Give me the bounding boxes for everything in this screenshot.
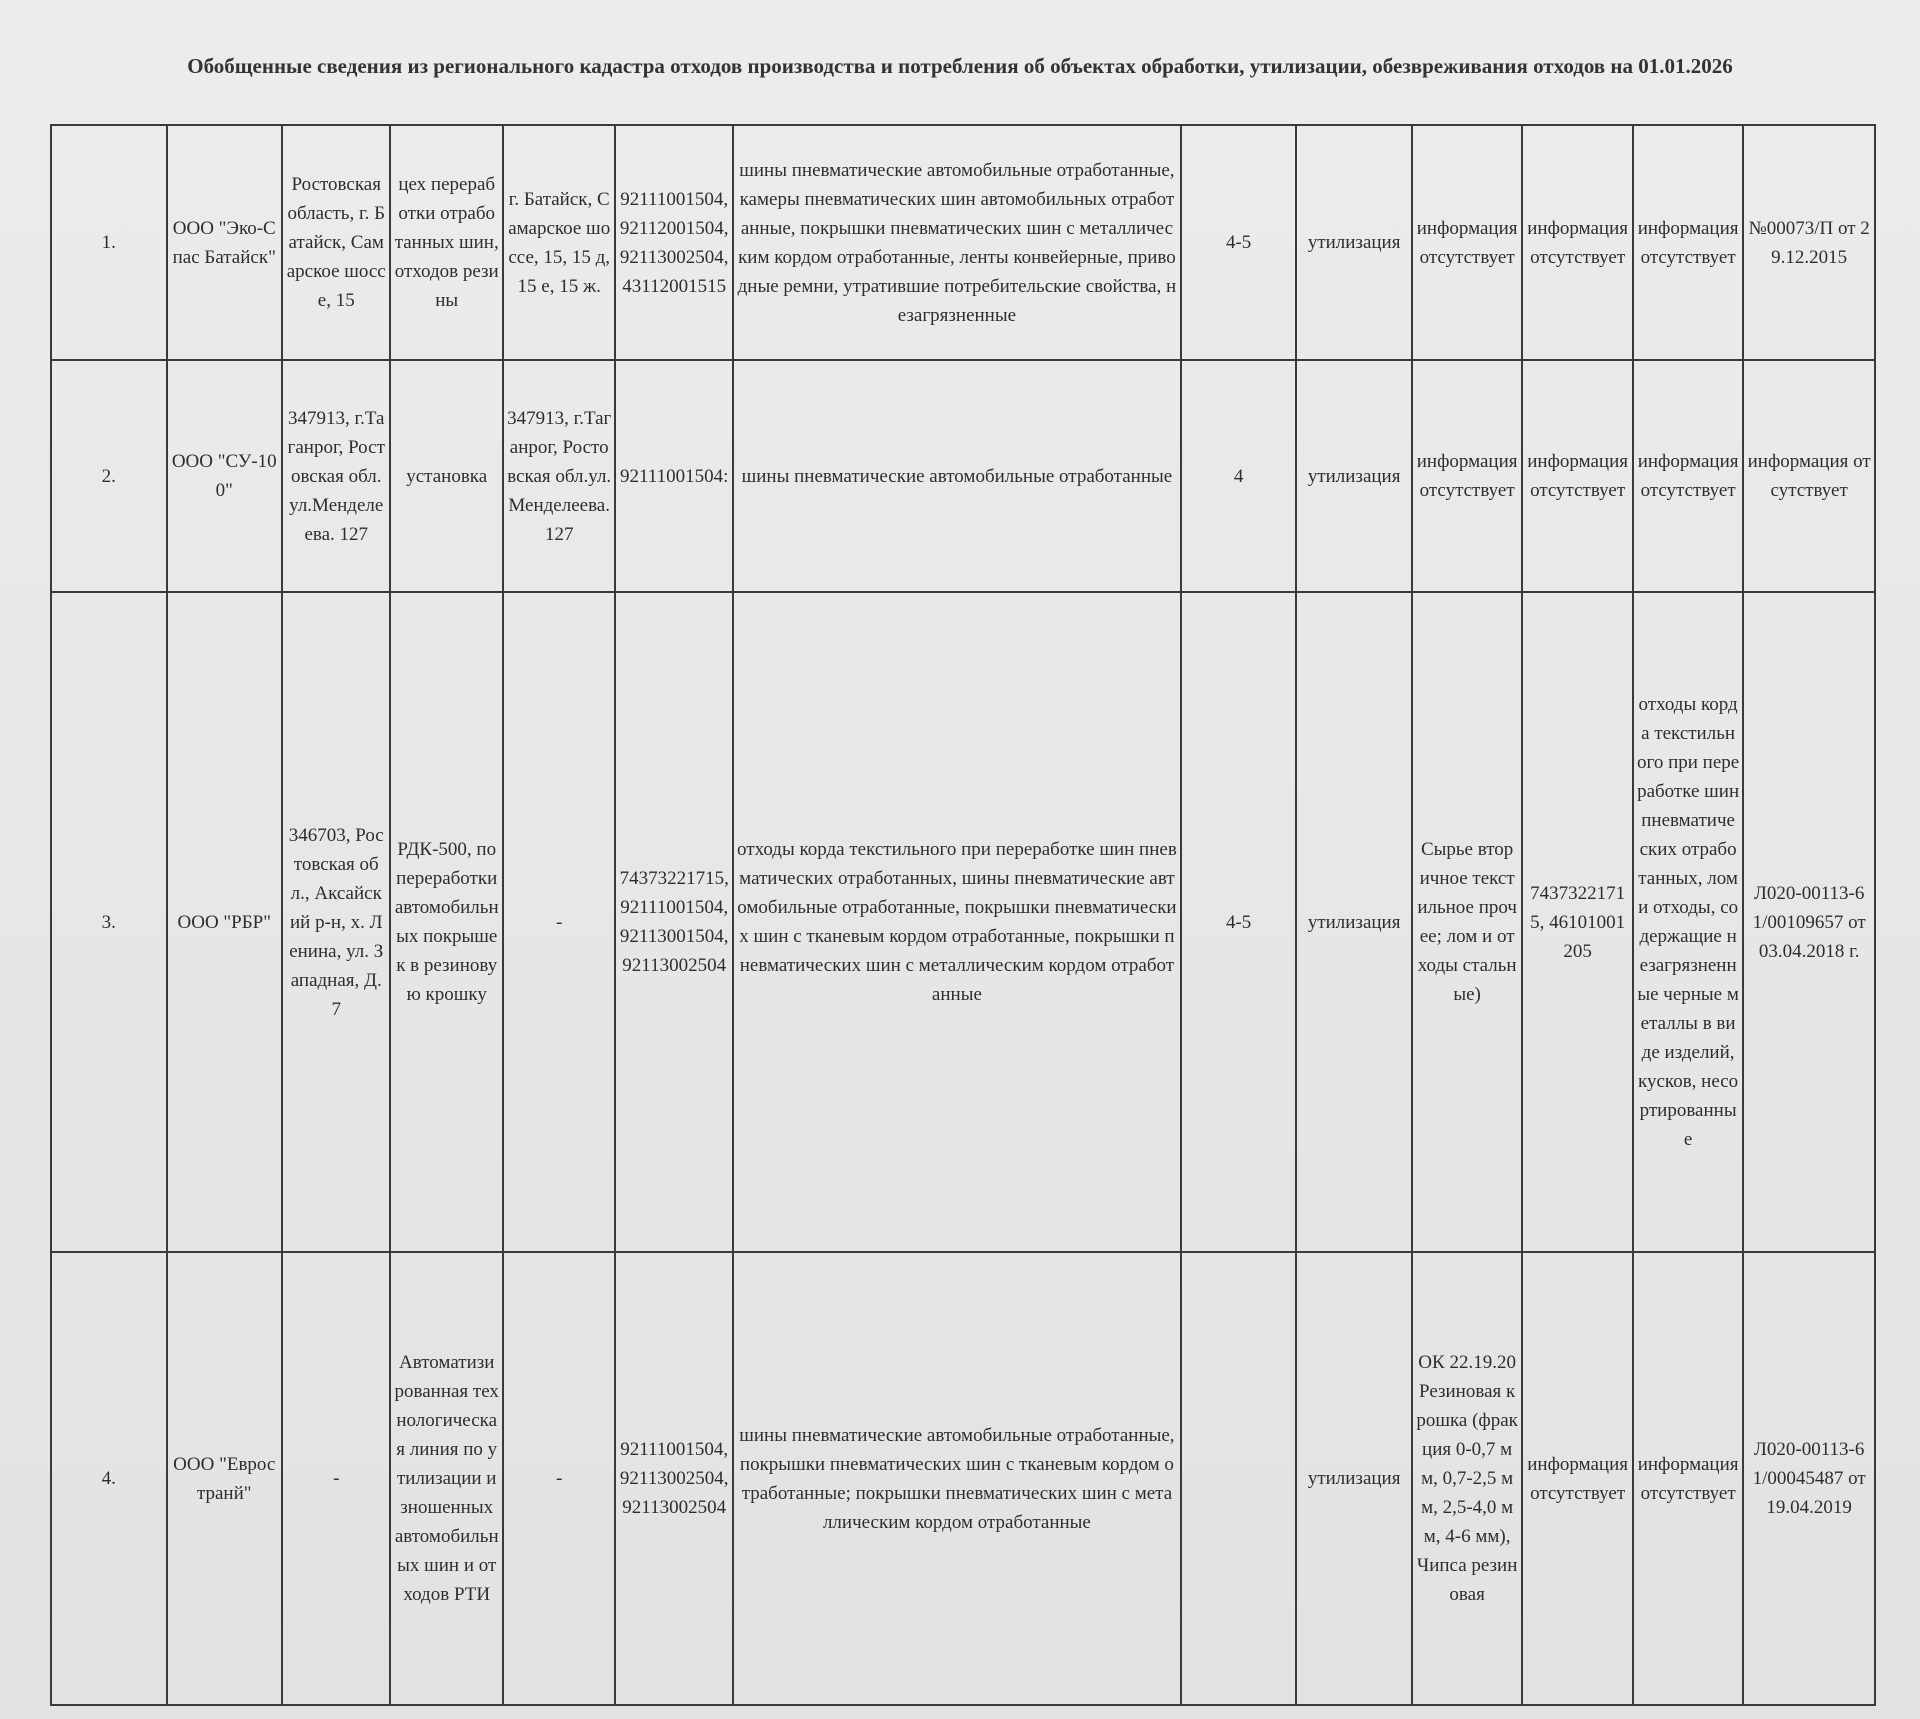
activity-type: утилизация [1296,592,1412,1252]
activity-type: утилизация [1296,125,1412,360]
facility-location: - [503,1252,615,1705]
legal-address: 347913, г.Таганрог, Ростовская обл. ул.Менделеева. 127 [282,360,390,592]
facility-name: установка [390,360,502,592]
facility-location: 347913, г.Таганрог, Ростовская обл.ул.Менделеева. 127 [503,360,615,592]
row-number: 4. [51,1252,167,1705]
secondary-waste: информация отсутствует [1633,360,1743,592]
waste-codes: 92111001504, 92112001504, 92113002504, 43112001515 [615,125,733,360]
organization-name: ООО "Эко-Спас Батайск" [167,125,283,360]
row-number: 2. [51,360,167,592]
facility-name: Автоматизированная технологическая линия по утилизации изношенных автомобильных шин и отходов РТИ [390,1252,502,1705]
facility-location: г. Батайск, Самарское шоссе, 15, 15 д, 15 е, 15 ж. [503,125,615,360]
license-info: №00073/П от 29.12.2015 [1743,125,1875,360]
product-info: информация отсутствует [1412,125,1522,360]
product-info: информация отсутствует [1412,360,1522,592]
hazard-class: 4-5 [1181,592,1297,1252]
waste-codes: 74373221715, 92111001504, 92113001504, 92113002504 [615,592,733,1252]
waste-description: шины пневматические автомобильные отработанные, покрышки пневматических шин с тканевым кордом отработанные; покрышки пневматических шин с металлическим кордом отработанные [733,1252,1181,1705]
secondary-waste: информация отсутствует [1633,1252,1743,1705]
product-info: Сырье вторичное текстильное прочее; лом и отходы стальные) [1412,592,1522,1252]
secondary-waste: отходы корда текстильного при переработке шин пневматических отработанных, лом и отходы, содержащие незагрязненные черные металлы в виде изделий, кусков, несортированные [1633,592,1743,1252]
waste-description: шины пневматические автомобильные отработанные [733,360,1181,592]
product-codes: информация отсутствует [1522,360,1632,592]
waste-description: шины пневматические автомобильные отработанные, камеры пневматических шин автомобильных отработанные, покрышки пневматических шин с металлическим кордом отработанные, ленты конвейерные, приводные ремни, утратившие потребительские свойства, незагрязненные [733,125,1181,360]
legal-address: 346703, Ростовская обл., Аксайский р-н, х. Ленина, ул. Западная, Д. 7 [282,592,390,1252]
table-row [51,592,1875,1252]
table-row [51,1252,1875,1705]
facility-name: цех переработки отработанных шин, отходов резины [390,125,502,360]
facility-location: - [503,592,615,1252]
activity-type: утилизация [1296,360,1412,592]
organization-name: ООО "Евространй" [167,1252,283,1705]
waste-codes: 92111001504, 92113002504, 92113002504 [615,1252,733,1705]
license-info: Л020-00113-61/00109657 от 03.04.2018 г. [1743,592,1875,1252]
table-row [51,125,1875,360]
cadastre-table [50,124,1876,1706]
hazard-class: 4 [1181,360,1297,592]
secondary-waste: информация отсутствует [1633,125,1743,360]
waste-codes: 92111001504: [615,360,733,592]
product-info: ОК 22.19.20 Резиновая крошка (фракция 0-0,7 мм, 0,7-2,5 мм, 2,5-4,0 мм, 4-6 мм), Чипса резиновая [1412,1252,1522,1705]
row-number: 3. [51,592,167,1252]
table-row [51,360,1875,592]
organization-name: ООО "СУ-100" [167,360,283,592]
product-codes: информация отсутствует [1522,1252,1632,1705]
license-info: Л020-00113-61/00045487 от 19.04.2019 [1743,1252,1875,1705]
waste-description: отходы корда текстильного при переработке шин пневматических отработанных, шины пневматические автомобильные отработанные, покрышки пневматических шин с тканевым кордом отработанные, покрышки пневматических шин с металлическим кордом отработанные [733,592,1181,1252]
product-codes: 74373221715, 46101001205 [1522,592,1632,1252]
row-number: 1. [51,125,167,360]
product-codes: информация отсутствует [1522,125,1632,360]
organization-name: ООО "РБР" [167,592,283,1252]
license-info: информация отсутствует [1743,360,1875,592]
legal-address: Ростовская область, г. Батайск, Самарское шоссе, 15 [282,125,390,360]
document-title: Обобщенные сведения из регионального кадастра отходов производства и потребления об объектах обработки, утилизации, обезвреживания отходов на 01.01.2026 [187,54,1733,78]
legal-address: - [282,1252,390,1705]
hazard-class [1181,1252,1297,1705]
activity-type: утилизация [1296,1252,1412,1705]
facility-name: РДК-500, по переработки автомобильных покрышек в резиновую крошку [390,592,502,1252]
hazard-class: 4-5 [1181,125,1297,360]
